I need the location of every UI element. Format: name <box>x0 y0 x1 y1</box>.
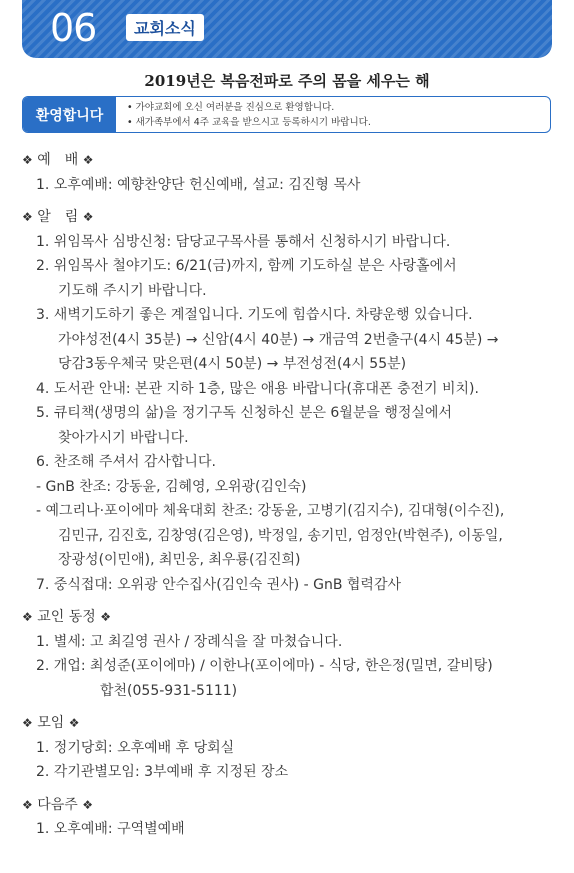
section-heading-nextweek <box>22 793 562 818</box>
list-item: - GnB 찬조: 강동윤, 김혜영, 오위광(김인숙) <box>36 478 307 495</box>
section-heading-meeting <box>22 711 562 736</box>
list-item: 2. 개업: 최성준(포이에마) / 이한나(포이에마) - 식당, 한은정(밀면, 갈비탕) <box>36 658 493 674</box>
welcome-label: 환영합니다 <box>23 97 116 132</box>
diamond-ornament-icon: ❖ <box>82 210 94 224</box>
list-item: 2. 위임목사 철야기도: 6/21(금)까지, 함께 기도하실 분은 사랑홀에서 <box>36 258 457 274</box>
section-number: 06 <box>50 6 97 50</box>
list-item: 3. 새벽기도하기 좋은 계절입니다. 기도에 힘씁시다. 차량운행 있습니다. <box>36 307 473 323</box>
list-item: 4. 도서관 안내: 본관 지하 1층, 많은 애용 바랍니다(휴대폰 충전기 비치). <box>36 380 479 397</box>
list-item: 1. 오후예배: 구역별예배 <box>36 821 185 837</box>
section-heading-notice <box>22 205 562 230</box>
list-item: 1. 위임목사 심방신청: 담당교구목사를 통해서 신청하시기 바랍니다. <box>36 233 451 250</box>
welcome-line: • 새가족부에서 4주 교육을 받으시고 등록하시기 바랍니다. <box>127 115 371 130</box>
diamond-ornament-icon: ❖ <box>22 153 33 167</box>
heading-text: 교인 동정 <box>37 609 96 625</box>
content <box>22 148 562 842</box>
diamond-ornament-icon: ❖ <box>22 797 33 812</box>
diamond-ornament-icon: ❖ <box>22 210 33 224</box>
heading-text: 예 배 <box>37 152 79 168</box>
page-title: 2019년은 복음전파로 주의 몸을 세우는 해 <box>144 72 430 90</box>
diamond-ornament-icon: ❖ <box>22 716 33 730</box>
list-item: 5. 큐티책(생명의 삶)을 정기구독 신청하신 분은 6월분을 행정실에서 <box>36 405 452 421</box>
list-item: 6. 찬조해 주셔서 감사합니다. <box>36 454 216 470</box>
section-heading-members <box>22 605 562 630</box>
diamond-ornament-icon: ❖ <box>100 610 111 624</box>
section-banner <box>22 0 552 58</box>
diamond-ornament-icon: ❖ <box>82 153 94 167</box>
heading-text: 모임 <box>37 715 65 731</box>
list-item-continued: 김민규, 김진호, 김창영(김은영), 박정일, 송기민, 엄정안(박현주), 이동일, <box>58 527 503 544</box>
list-item: - 예그리나·포이에마 체육대회 찬조: 강동윤, 고병기(김지수), 김대형(이수진), <box>36 503 505 519</box>
diamond-ornament-icon: ❖ <box>22 610 33 624</box>
list-item: 1. 정기당회: 오후예배 후 당회실 <box>36 739 235 756</box>
diamond-ornament-icon: ❖ <box>68 716 80 730</box>
list-item: 1. 별세: 고 최길영 권사 / 장례식을 잘 마쳤습니다. <box>36 633 343 650</box>
section-tag: 교회소식 <box>126 14 204 41</box>
list-item: 7. 중식접대: 오위광 안수집사(김인숙 권사) - GnB 협력감사 <box>36 576 402 593</box>
heading-text: 알 림 <box>37 209 79 225</box>
section-heading-worship <box>22 148 562 173</box>
welcome-line: • 가야교회에 오신 여러분을 진심으로 환영합니다. <box>127 100 371 115</box>
list-item-continued: 찾아가시기 바랍니다. <box>58 429 189 446</box>
list-item-continued: 장광성(이민애), 최민웅, 최우룡(김진희) <box>58 552 301 568</box>
list-item: 2. 각기관별모임: 3부예배 후 지정된 장소 <box>36 764 289 780</box>
heading-text: 다음주 <box>37 796 78 813</box>
list-item-continued: 당감3동우체국 맞은편(4시 50분) → 부전성전(4시 55분) <box>58 356 407 372</box>
list-item-continued: 합천(055-931-5111) <box>100 682 238 699</box>
list-item-continued: 가야성전(4시 35분) → 신암(4시 40분) → 개금역 2번출구(4시 45분) → <box>58 331 499 348</box>
welcome-box <box>22 96 551 133</box>
list-item-continued: 기도해 주시기 바랍니다. <box>58 282 207 299</box>
diamond-ornament-icon: ❖ <box>82 797 94 812</box>
welcome-list <box>127 100 371 130</box>
list-item: 1. 오후예배: 예향찬양단 헌신예배, 설교: 김진형 목사 <box>36 176 361 193</box>
